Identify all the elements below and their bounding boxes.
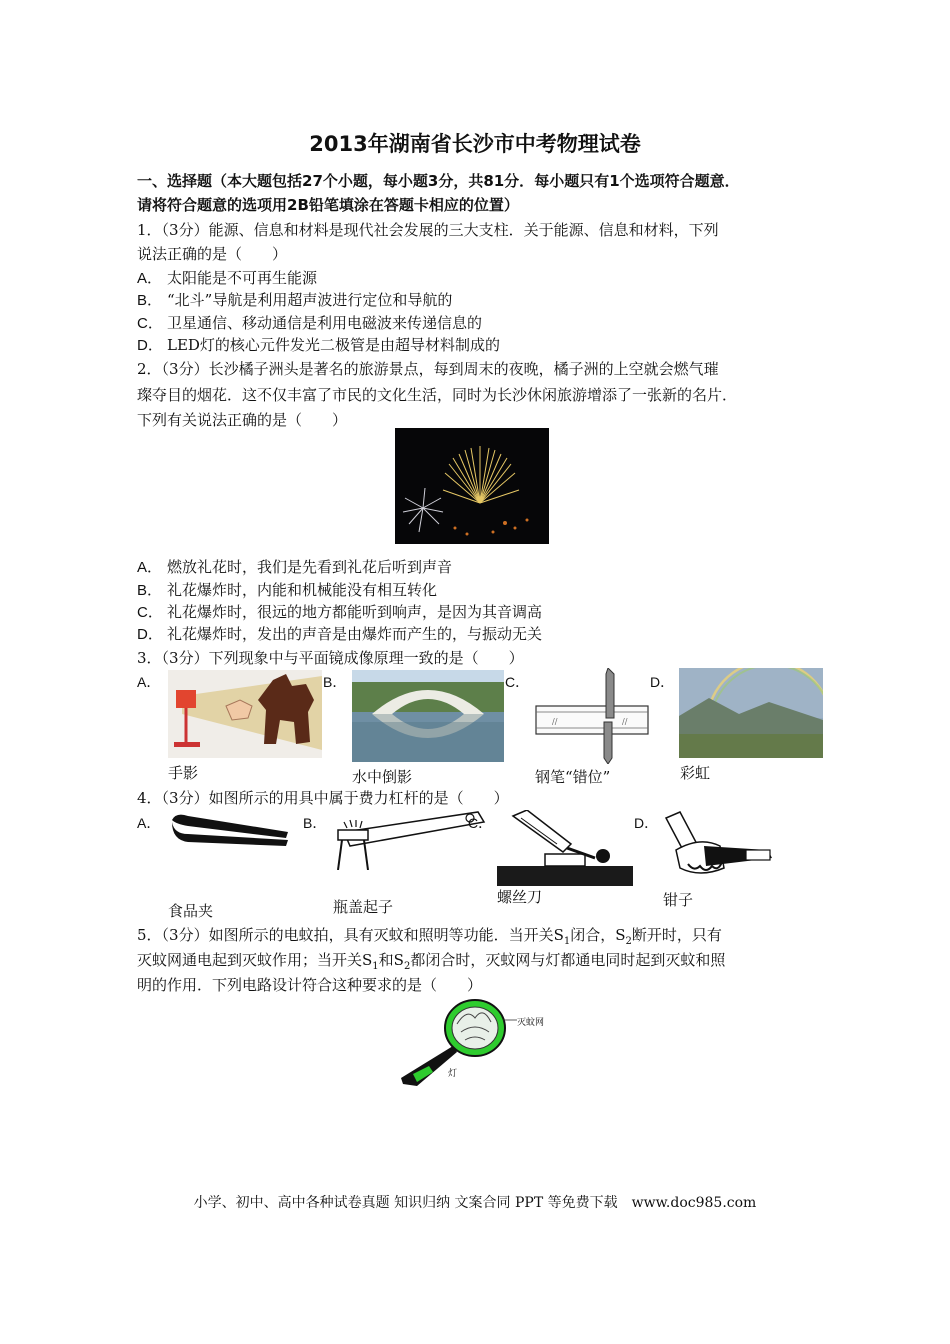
q4-caption-c: 螺丝刀	[497, 888, 543, 906]
q4-caption-d: 钳子	[663, 891, 694, 909]
q4-stem: 4．（3分）如图所示的用具中属于费力杠杆的是（ ）	[137, 789, 509, 807]
q3-label-c: C．	[505, 674, 530, 690]
section-heading-line2: 请将符合题意的选项用2B铅笔填涂在答题卡相应的位置）	[137, 196, 519, 214]
page-footer: 小学、初中、高中各种试卷真题 知识归纳 文案合同 PPT 等免费下载 www.doc985.com	[193, 1195, 757, 1211]
q3-caption-a: 手影	[168, 764, 199, 782]
bottle-opener-image	[330, 808, 486, 870]
q2-stem-line1: 2．（3分）长沙橘子洲头是著名的旅游景点，每到周末的夜晚，橘子洲的上空就会燃气璀	[137, 360, 719, 378]
q1-option-d: D． LED灯的核心元件发光二极管是由超导材料制成的	[137, 336, 500, 354]
q4-label-b: B．	[303, 815, 327, 831]
mosquito-racket-image	[395, 998, 555, 1090]
q3-caption-d: 彩虹	[680, 764, 711, 782]
q4-label-d: D．	[634, 815, 659, 831]
q1-option-b: B． “北斗”导航是利用超声波进行定位和导航的	[137, 291, 453, 309]
rainbow-image	[679, 668, 823, 758]
q2-option-c: C． 礼花爆炸时，很远的地方都能听到响声，是因为其音调高	[137, 603, 543, 621]
q4-caption-b: 瓶盖起子	[333, 898, 394, 916]
q3-label-d: D．	[650, 674, 675, 690]
q5-stem-line1: 5．（3分）如图所示的电蚊拍，具有灭蚊和照明等功能．当开关$S_1$闭合，$S_2$断开时，只有	[137, 926, 722, 947]
q1-option-c: C． 卫星通信、移动通信是利用电磁波来传递信息的	[137, 314, 483, 332]
q3-caption-b: 水中倒影	[352, 768, 413, 786]
q5-stem-line2: 灭蚊网通电起到灭蚊作用；当开关$S_1$和$S_2$都闭合时，灭蚊网与灯都通电同时起到灭蚊和照	[137, 951, 726, 972]
hand-shadow-image	[168, 670, 322, 758]
q2-stem-line3: 下列有关说法正确的是（ ）	[137, 411, 348, 429]
bridge-reflection-image	[352, 670, 504, 762]
q3-label-b: B．	[323, 674, 347, 690]
q4-label-a: A．	[137, 815, 161, 831]
svg-text://: //	[622, 717, 628, 726]
fireworks-image	[395, 428, 549, 544]
q4-caption-a: 食品夹	[168, 902, 214, 920]
q2-option-d: D． 礼花爆炸时，发出的声音是由爆炸而产生的，与振动无关	[137, 625, 543, 643]
lamp-label: 灯	[448, 1069, 458, 1079]
section-heading-line1: 一、选择题（本大题包括27个小题，每小题3分，共81分．每小题只有1个选项符合题意．	[137, 172, 740, 190]
q3-caption-c: 钢笔“错位”	[535, 768, 611, 786]
q4-label-c: C．	[468, 815, 493, 831]
food-tongs-image	[168, 808, 292, 850]
pliers-image	[660, 806, 776, 888]
q1-stem-line1: 1．（3分）能源、信息和材料是现代社会发展的三大支柱．关于能源、信息和材料，下列	[137, 221, 719, 239]
q2-option-a: A． 燃放礼花时，我们是先看到礼花后听到声音	[137, 558, 453, 576]
screwdriver-image	[497, 810, 633, 886]
svg-text://: //	[552, 717, 558, 726]
q2-stem-line2: 璨夺目的烟花．这不仅丰富了市民的文化生活，同时为长沙休闲旅游增添了一张新的名片．	[137, 386, 738, 404]
q5-stem-line3: 明的作用．下列电路设计符合这种要求的是（ ）	[137, 976, 483, 994]
q2-option-b: B． 礼花爆炸时，内能和机械能没有相互转化	[137, 581, 438, 599]
net-label: 灭蚊网	[517, 1018, 545, 1028]
page-title: 2013年湖南省长沙市中考物理试卷	[309, 132, 641, 156]
pen-glass-image	[530, 668, 652, 764]
q1-stem-line2: 说法正确的是（ ）	[137, 245, 288, 263]
q1-option-a: A． 太阳能是不可再生能源	[137, 269, 318, 287]
q3-label-a: A．	[137, 674, 161, 690]
q3-stem: 3．（3分）下列现象中与平面镜成像原理一致的是（ ）	[137, 649, 524, 667]
